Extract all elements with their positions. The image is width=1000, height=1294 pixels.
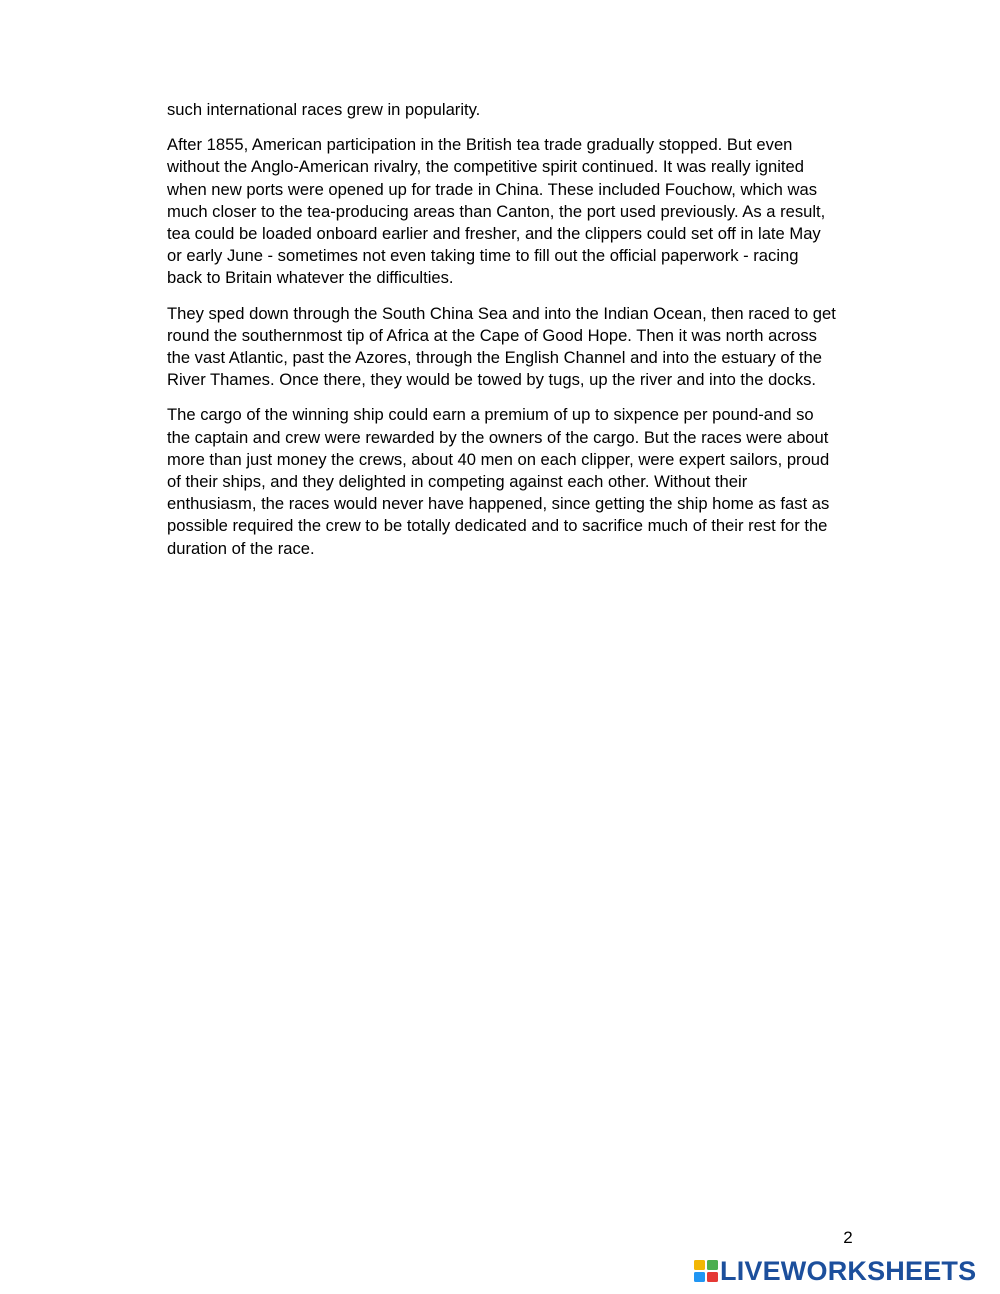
page-number: 2 <box>843 1228 853 1247</box>
brand-footer <box>694 1257 976 1285</box>
logo-tile-e <box>707 1272 718 1282</box>
logo-tile-l <box>694 1260 705 1270</box>
logo-tile-i <box>707 1260 718 1270</box>
paragraph-2: After 1855, American participation in the British tea trade gradually stopped. But even without the Anglo-American rivalry, the competitive spirit continued. It was really ignited when new ports were opened up for trade in China. These included Fouchow, which was much closer to the tea-producing areas than Canton, the port used previously. As a result, tea could be loaded onboard earlier and fresher, and the clippers could set off in late May or early June - sometimes not even taking time to fill out the official paperwork - racing back to Britain whatever the difficulties. <box>167 135 826 288</box>
paragraph-4: The cargo of the winning ship could earn a premium of up to sixpence per pound-and so the captain and crew were rewarded by the owners of the cargo. But the races were about more than just money the crews, about 40 men on each clipper, were expert sailors, proud of their ships, and they delighted in competing against each other. Without their enthusiasm, the races would never have happened, since getting the ship home as fast as possible required the crew to be totally dedicated and to sacrifice much of their rest for the duration of the race. <box>167 405 830 558</box>
paragraph-1: such international races grew in popularity. <box>167 100 481 119</box>
document-body <box>167 99 927 573</box>
logo-tile-v <box>694 1272 705 1282</box>
paragraph-3: They sped down through the South China Sea and into the Indian Ocean, then raced to get round the southernmost tip of Africa at the Cape of Good Hope. Then it was north across the vast Atlantic, past the Azores, through the English Channel and into the estuary of the River Thames. Once there, they would be towed by tugs, up the river and into the docks. <box>167 303 836 390</box>
brand-name: LIVEWORKSHEETS <box>720 1256 977 1286</box>
liveworksheets-logo-icon <box>694 1260 718 1282</box>
